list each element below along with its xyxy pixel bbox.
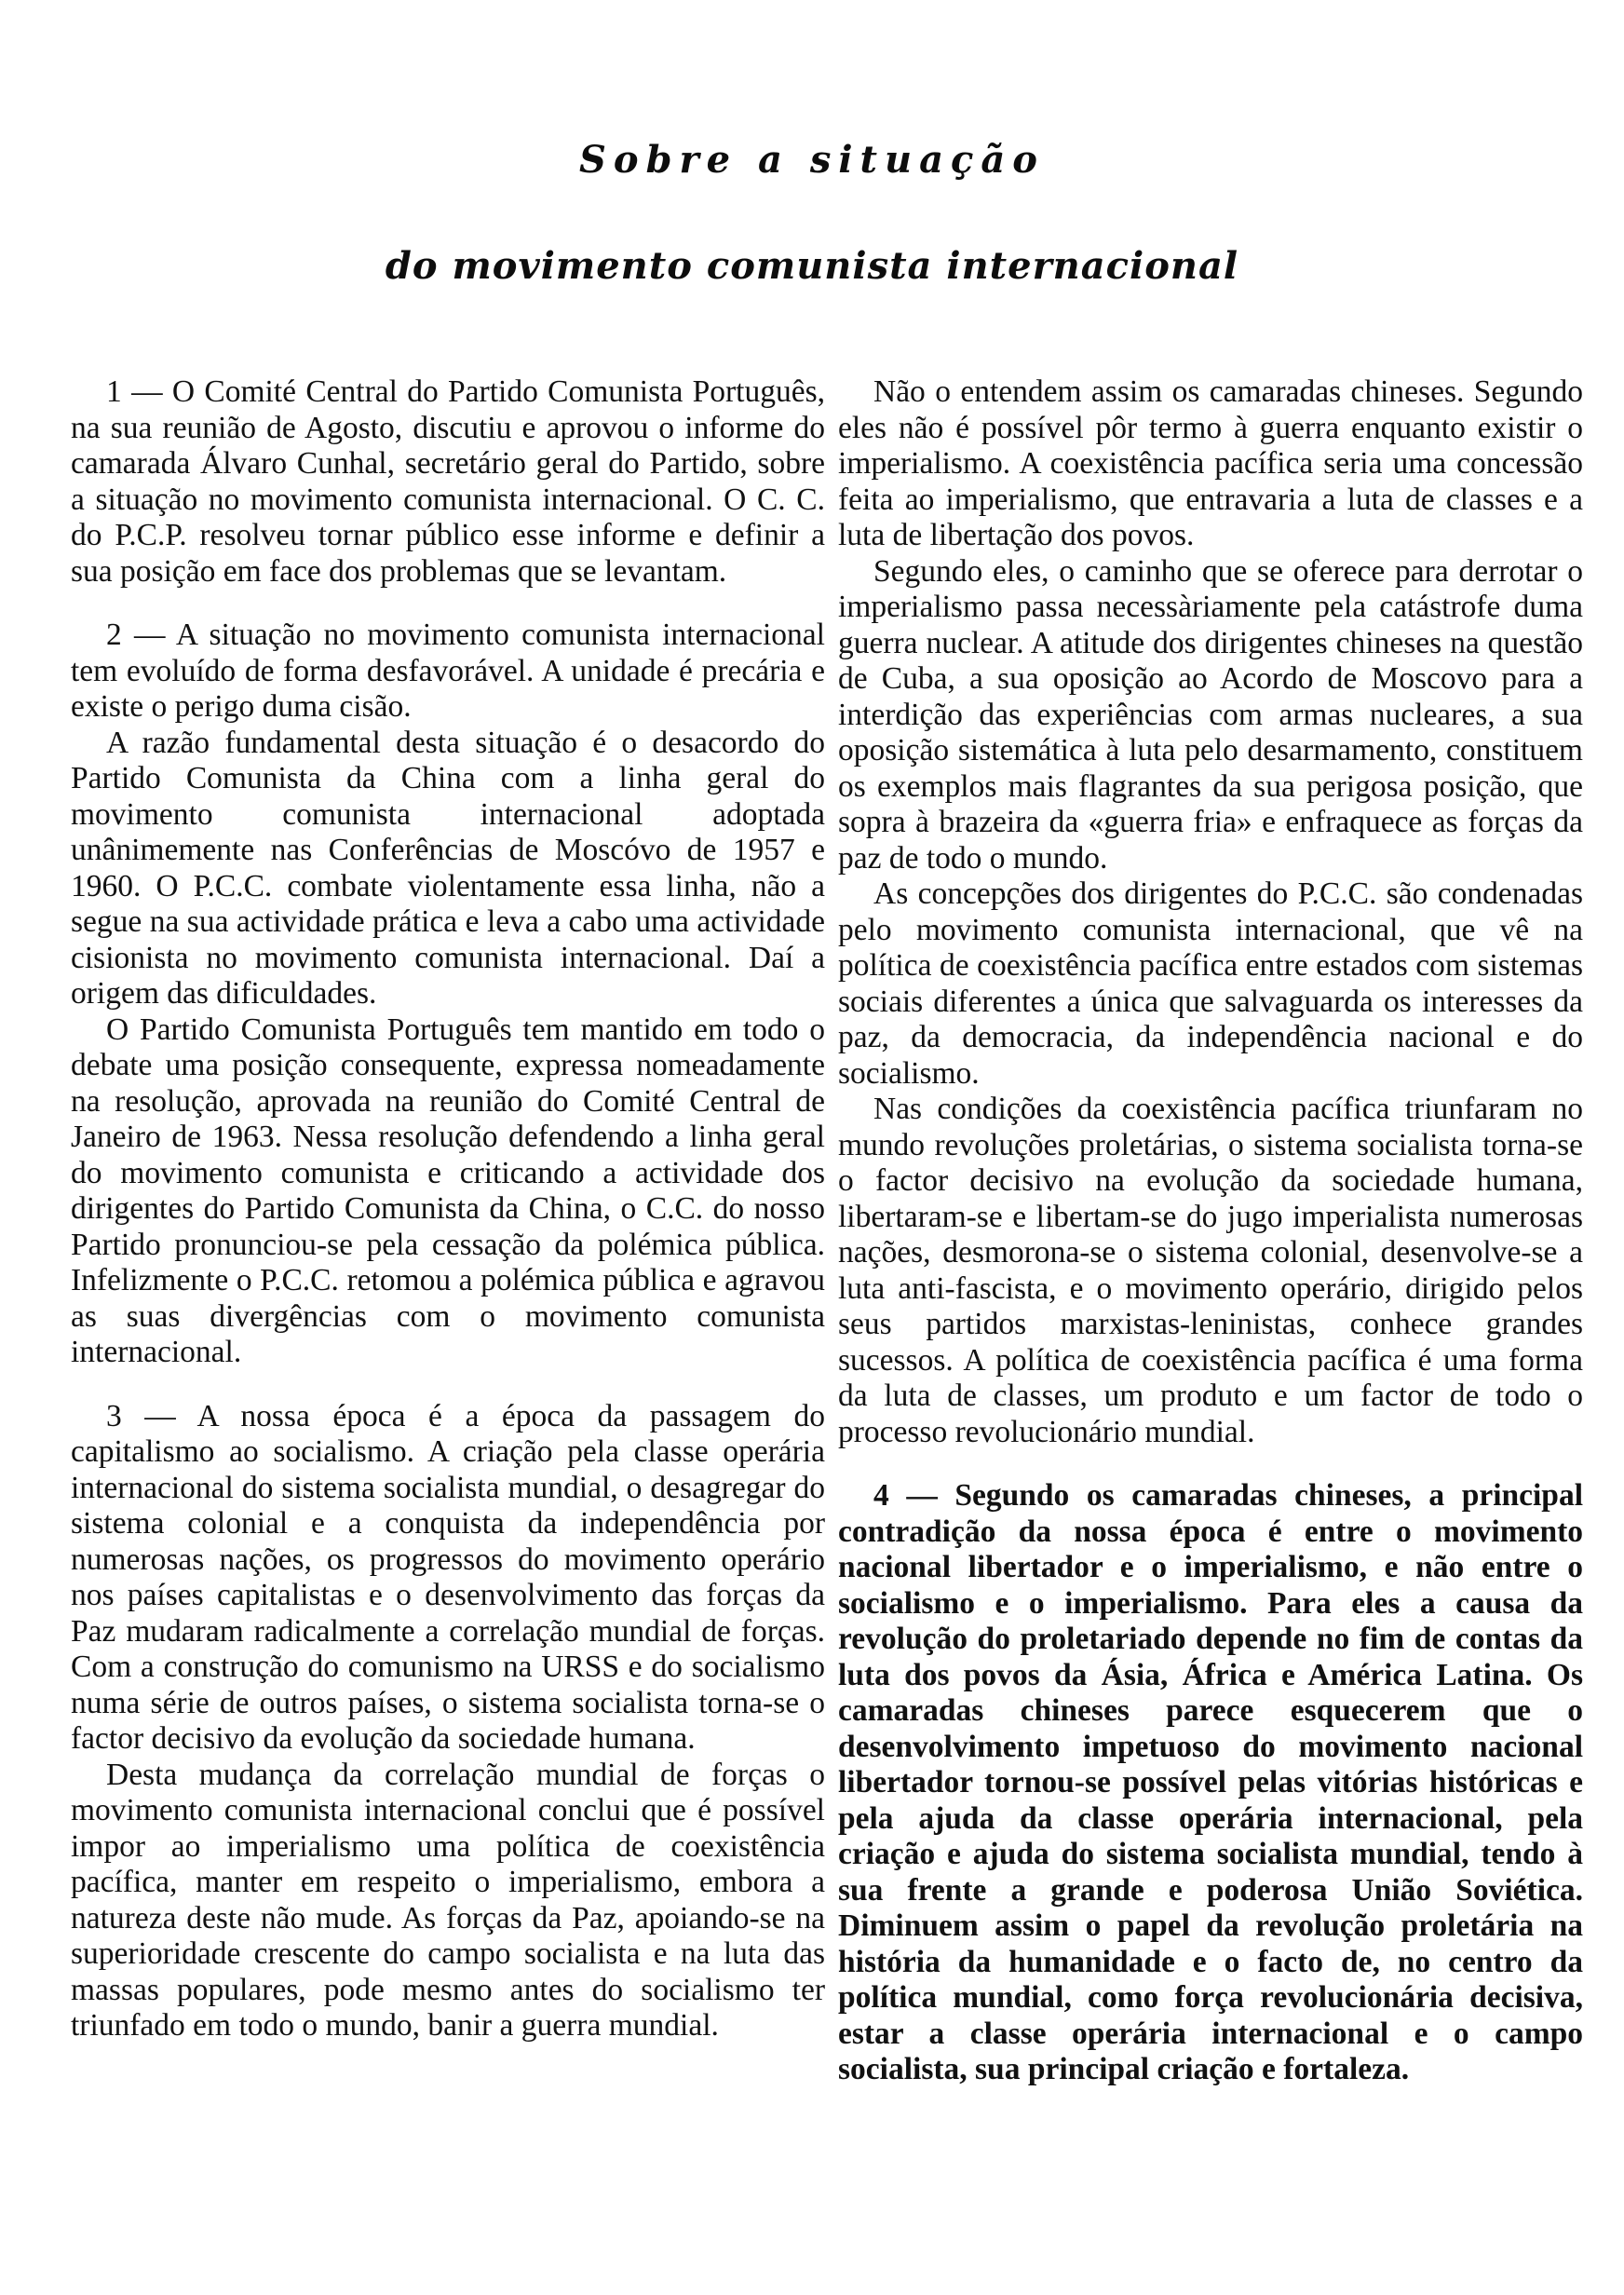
paragraph-1: 1 — O Comité Central do Partido Comunista Português, na sua reunião de Agosto, discutiu e aprovou o informe do camarada Álvaro Cunhal, secretário geral do Partido, sobre a situação no movimento comunista internacional. O C. C. do P.C.P. resolveu tornar público esse informe e definir a sua posição em face dos problemas que se levantam.: [71, 374, 825, 589]
paragraph-4: O Partido Comunista Português tem mantido em todo o debate uma posição consequente, expressa nomeadamente na resolução, aprovada na reunião do Comité Central de Janeiro de 1963. Nessa resolução defendendo a linha geral do movimento comunista e criticando a actividade dos dirigentes do Partido Comunista da China, o C.C. do nosso Partido pronunciou-se pela cessação da polémica pública. Infelizmente o P.C.C. retomou a polémica pública e agravou as suas divergências com o movimento comunista internacional.: [71, 1012, 825, 1369]
right-column: [838, 374, 1583, 2284]
paragraph-7: Não o entendem assim os camaradas chineses. Segundo eles não é possível pôr termo à guerra enquanto existir o imperialismo. A coexistência pacífica seria uma concessão feita ao imperialismo, que entravaria a luta de classes e a luta de libertação dos povos.: [838, 374, 1583, 552]
paragraph-3: A razão fundamental desta situação é o desacordo do Partido Comunista da China com a linha geral do movimento comunista internacional adoptada unânimemente nas Conferências de Moscóvo de 1957 e 1960. O P.C.C. combate violentamente essa linha, não a segue na sua actividade prática e leva a cabo uma actividade cisionista no movimento comunista internacional. Daí a origem das dificuldades.: [71, 725, 825, 1011]
paragraph-6: Desta mudança da correlação mundial de forças o movimento comunista internacional conclui que é possível impor ao imperialismo uma política de coexistência pacífica, manter em respeito o imperialismo, embora a natureza deste não mude. As forças da Paz, apoiando-se na superioridade crescente do campo socialista e na luta das massas populares, pode mesmo antes do socialismo ter triunfado em todo o mundo, banir a guerra mundial.: [71, 1757, 825, 2043]
paragraph-8: Segundo eles, o caminho que se oferece para derrotar o imperialismo passa necessàriamente pela catástrofe duma guerra nuclear. A atitude dos dirigentes chineses na questão de Cuba, a sua oposição ao Acordo de Moscovo para a interdição das experiências com armas nucleares, a sua oposição sistemática à luta pelo desarmamento, constituem os exemplos mais flagrantes da sua perigosa posição, que sopra à brazeira da «guerra fria» e enfraquece as forças da paz de todo o mundo.: [838, 553, 1583, 876]
paragraph-5: 3 — A nossa época é a época da passagem do capitalismo ao socialismo. A criação pela classe operária internacional do sistema socialista mundial, o desagregar do sistema colonial e a conquista da independência por numerosas nações, os progressos do movimento operário nos países capitalistas e o desenvolvimento das forças da Paz mudaram radicalmente a correlação mundial de forças. Com a construção do comunismo na URSS e do socialismo numa série de outros países, o sistema socialista torna-se o factor decisivo da evolução da sociedade humana.: [71, 1398, 825, 1756]
paragraph-2: 2 — A situação no movimento comunista internacional tem evoluído de forma desfavorável. A unidade é precária e existe o perigo duma cisão.: [71, 618, 825, 724]
left-column: [71, 374, 825, 2284]
headline-line-1: Sobre a situação: [579, 138, 1045, 182]
paragraph-10: Nas condições da coexistência pacífica triunfaram no mundo revoluções proletárias, o sistema socialista torna-se o factor decisivo na evolução da sociedade humana, libertaram-se e libertam-se do jugo imperialista numerosas nações, desmorona-se o sistema colonial, desenvolve-se a luta anti-fascista, e o movimento operário, dirigido pelos seus partidos marxistas-leninistas, conhece grandes sucessos. A política de coexistência pacífica é uma forma da luta de classes, um produto e um factor de todo o processo revolucionário mundial.: [838, 1092, 1583, 1449]
paragraph-11: 4 — Segundo os camaradas chineses, a principal contradição da nossa época é entre o movimento nacional libertador e o imperialismo, e não entre o socialismo e o imperialismo. Para eles a causa da revolução do proletariado depende no fim de contas da luta dos povos da Ásia, África e América Latina. Os camaradas chineses parece esquecerem que o desenvolvimento impetuoso do movimento nacional libertador tornou-se possível pelas vitórias históricas e pela ajuda da classe operária internacional, pela criação e ajuda do sistema socialista mundial, tendo à sua frente a grande e poderosa União Soviética. Diminuem assim o papel da revolução proletária na história da humanidade e o facto de, no centro da política mundial, como força revolucionária decisiva, estar a classe operária internacional e o campo socialista, sua principal criação e fortaleza.: [838, 1478, 1583, 2086]
headline-line-2: do movimento comunista internacional: [385, 244, 1239, 288]
paragraph-9: As concepções dos dirigentes do P.C.C. são condenadas pelo movimento comunista internacional, que vê na política de coexistência pacífica entre estados com sistemas sociais diferentes a única que salvaguarda os interesses da paz, da democracia, da independência nacional e do socialismo.: [838, 876, 1583, 1091]
